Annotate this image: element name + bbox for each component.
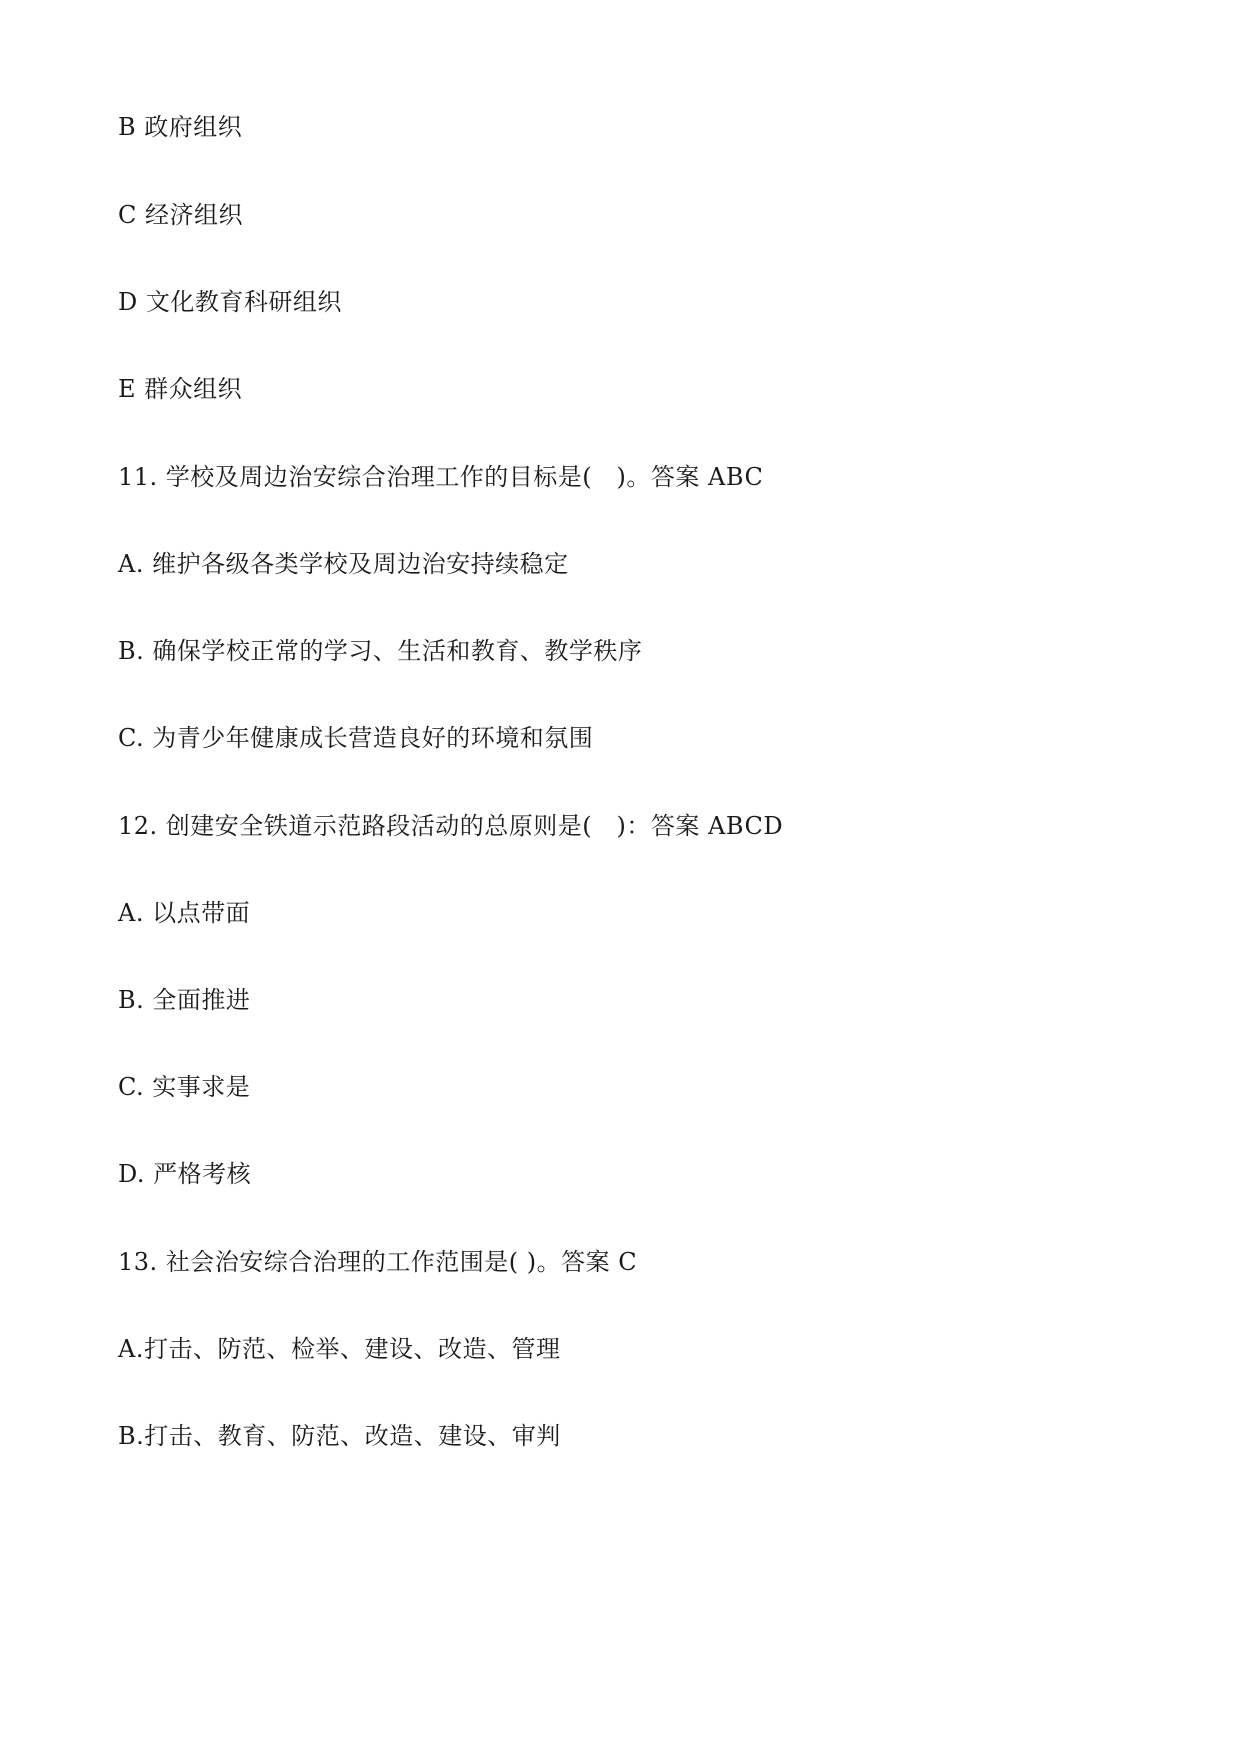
option-13-b: B.打击、教育、防范、改造、建设、审判 (118, 1422, 561, 1450)
option-11-b: B. 确保学校正常的学习、生活和教育、教学秩序 (118, 637, 643, 665)
option-12-b: B. 全面推进 (118, 986, 251, 1014)
option-10-c: C 经济组织 (118, 201, 243, 229)
question-11: 11. 学校及周边治安综合治理工作的目标是( )。答案 ABC (118, 463, 764, 491)
question-12: 12. 创建安全铁道示范路段活动的总原则是( )：答案 ABCD (118, 812, 784, 840)
option-12-a: A. 以点带面 (118, 899, 251, 927)
option-13-a: A.打击、防范、检举、建设、改造、管理 (118, 1335, 561, 1363)
option-10-d: D 文化教育科研组织 (118, 288, 342, 316)
option-11-a: A. 维护各级各类学校及周边治安持续稳定 (118, 550, 569, 578)
question-13: 13. 社会治安综合治理的工作范围是( )。答案 C (118, 1248, 638, 1276)
option-11-c: C. 为青少年健康成长营造良好的环境和氛围 (118, 724, 594, 752)
option-10-b: B 政府组织 (118, 113, 243, 141)
option-12-c: C. 实事求是 (118, 1073, 251, 1101)
option-10-e: E 群众组织 (118, 375, 243, 403)
option-12-d: D. 严格考核 (118, 1160, 252, 1188)
